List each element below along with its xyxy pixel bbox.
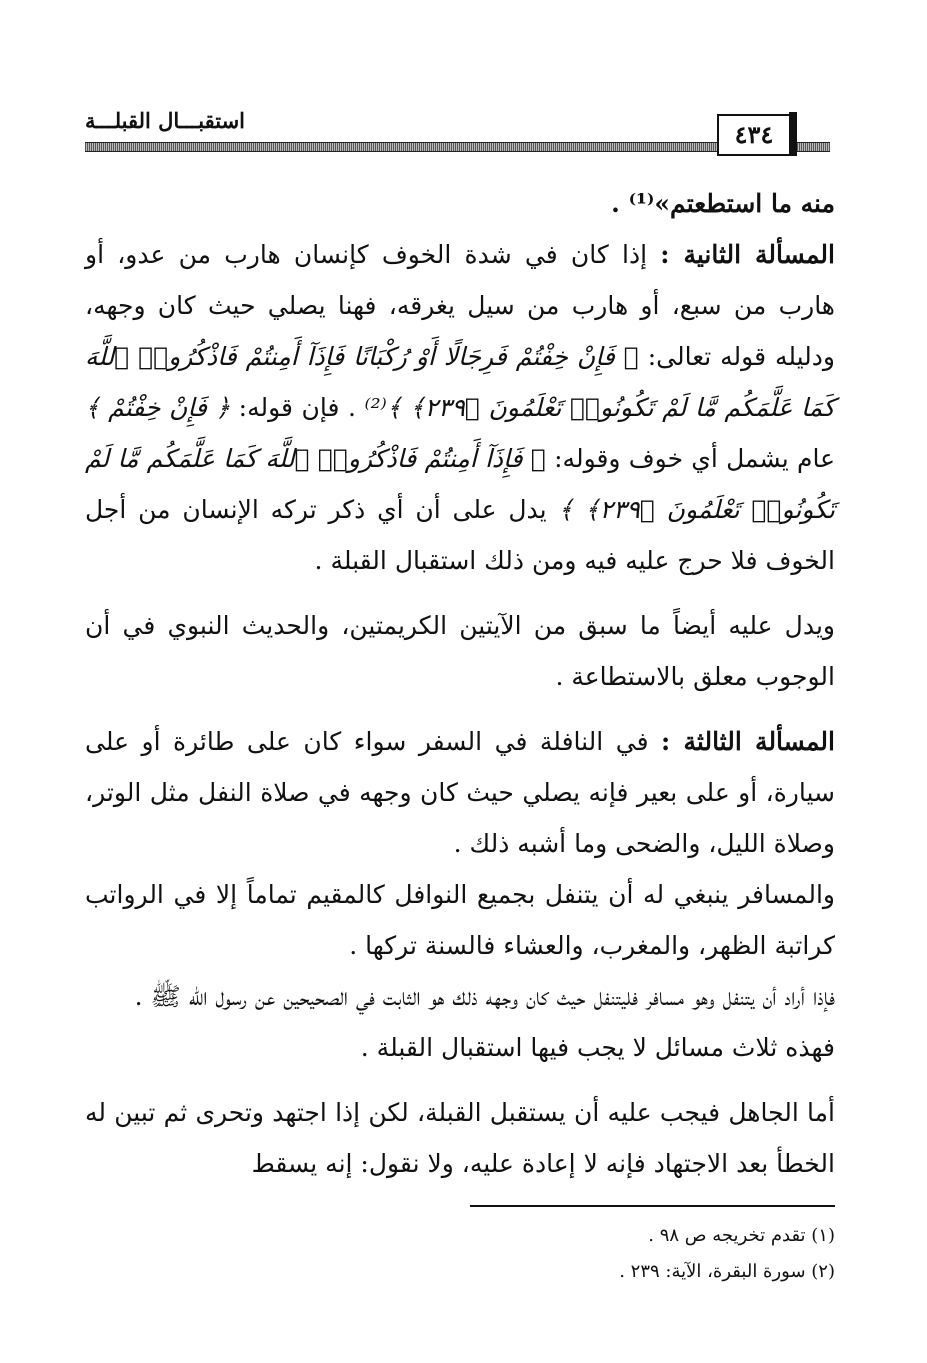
paragraph-2: [85, 229, 835, 586]
paragraph-3: ويدل عليه أيضاً ما سبق من الآيتين الكريمتين، والحديث النبوي في أن الوجوب معلق بالاستطاعة .: [85, 611, 835, 691]
quran-verse-3: ﴿ فَإِذَآ أَمِنتُمْ فَاذْكُرُوا۟ ٱللَّهَ كَمَا عَلَّمَكُم مَّا لَمْ تَكُونُوا۟ تَعْلَمُونَ ﴿٢٣٩﴾ ﴾: [85, 444, 835, 524]
issue-2-text-2: . فإن قوله:: [238, 393, 356, 422]
quran-verse-2: ﴿ فَإِنْ خِفْتُمْ ﴾: [85, 393, 231, 422]
paragraph-7: فهذه ثلاث مسائل لا يجب فيها استقبال القبلة .: [360, 1033, 835, 1062]
footnote-rule: [470, 1205, 835, 1207]
running-title: استقبـــال القبلـــة: [85, 108, 246, 133]
issue-2-text-4: يدل على أن أي ذكر تركه الإنسان من أجل الخوف فلا حرج عليه فيه ومن ذلك استقبال القبلة .: [85, 495, 835, 575]
paragraph-6: فإذا أراد أن يتنفل وهو مسافر فليتنفل حيث كان وجهه ذلك هو الثابت في الصحيحين عن رسول الله ﷺ .: [134, 982, 835, 1011]
main-text: [85, 178, 835, 1189]
paragraph-5: والمسافر ينبغي له أن يتنفل بجميع النوافل كالمقيم تماماً إلا في الرواتب كراتبة الظهر، والمغرب، والعشاء فالسنة تركها .: [85, 880, 835, 960]
issue-2-text-3: عام يشمل أي خوف وقوله:: [554, 444, 835, 473]
issue-2-label: المسألة الثانية :: [660, 240, 835, 269]
footnote-2: (٢) سورة البقرة، الآية: ٢٣٩ .: [619, 1261, 835, 1282]
paragraph-4: [85, 716, 835, 869]
page-header: [85, 108, 830, 154]
footnotes: [470, 1218, 835, 1290]
quran-verse-1: ﴿ فَإِنْ خِفْتُمْ فَرِجَالًا أَوْ رُكْبَانًا فَإِذَآ أَمِنتُمْ فَاذْكُرُوا۟ ٱللَّهَ كَمَا عَلَّمَكُم مَّا لَمْ تَكُونُوا۟ تَعْلَمُونَ ﴿٢٣٩﴾ ﴾⁽²⁾: [85, 342, 836, 422]
issue-2-text: إذا كان في شدة الخوف كإنسان هارب من عدو، أو هارب من سبع، أو هارب من سيل يغرقه، فهنا يصلي حيث كان وجهه، ودليله قوله تعالى:: [85, 240, 835, 371]
issue-3-text: في النافلة في السفر سواء كان على طائرة أو على سيارة، أو على بعير فإنه يصلي حيث كان وجهه في صلاة النفل مثل الوتر، وصلاة الليل، والضحى وما أشبه ذلك .: [85, 727, 835, 858]
page-number-bar: [789, 112, 797, 156]
page-number: ٤٣٤: [717, 114, 791, 156]
paragraph-8: أما الجاهل فيجب عليه أن يستقبل القبلة، لكن إذا اجتهد وتحرى ثم تبين له الخطأ بعد الاجتهاد فإنه لا إعادة عليه، ولا نقول: إنه يسقط: [85, 1098, 835, 1178]
footnote-1: (١) تقدم تخريجه ص ٩٨ .: [648, 1225, 835, 1246]
paragraph-1: منه ما استطعتم»⁽¹⁾ .: [611, 189, 835, 218]
issue-3-label: المسألة الثالثة :: [661, 727, 835, 756]
